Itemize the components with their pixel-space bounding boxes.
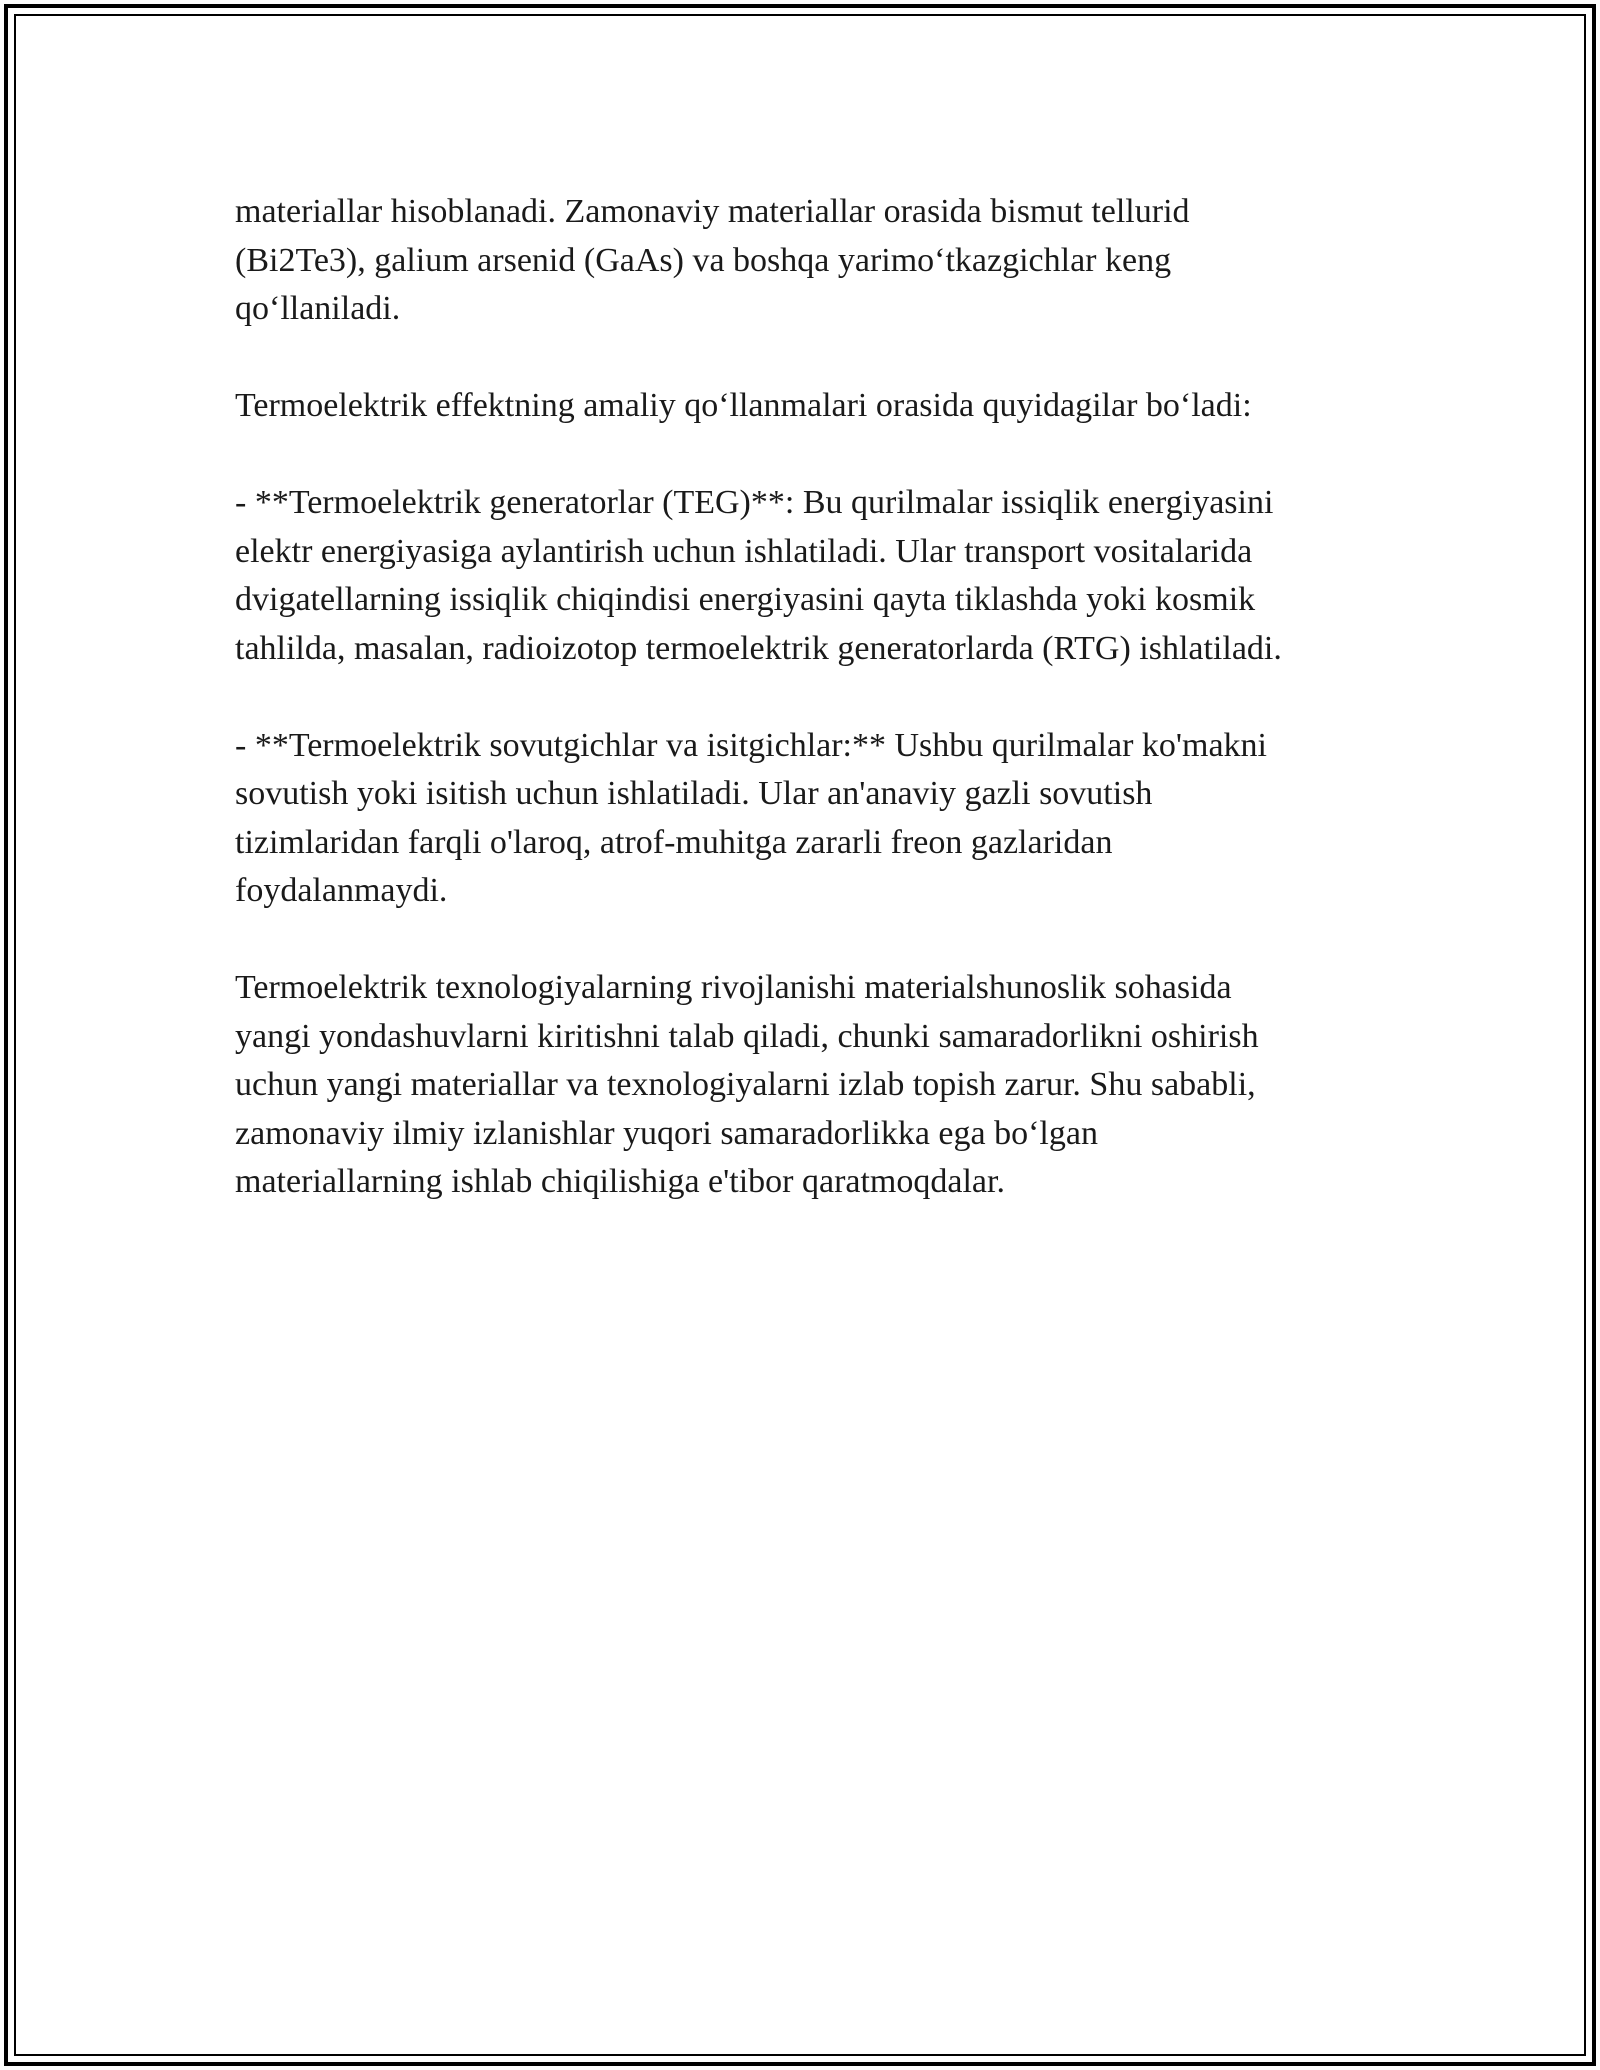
paragraph-applications-intro: Termoelektrik effektning amaliy qo‘llanmalari orasida quyidagilar bo‘ladi:: [235, 387, 1252, 424]
paragraph-development: Termoelektrik texnologiyalarning rivojlanishi materialshunoslik sohasida yangi yondashuvlarni kiritishni talab qiladi, chunki samaradorlikni oshirish uchun yangi materiallar va texnologiyalarni izlab topish zarur. Shu sababli, zamonaviy ilmiy izlanishlar yuqori samaradorlikka ega bo‘lgan materiallarning ishlab chiqilishiga e'tibor qaratmoqdalar.: [235, 969, 1259, 1200]
document-body: [235, 188, 1385, 1207]
paragraph-teg: - **Termoelektrik generatorlar (TEG)**: Bu qurilmalar issiqlik energiyasini elektr energiyasiga aylantirish uchun ishlatiladi. Ular transport vositalarida dvigatellarning issiqlik chiqindisi energiyasini qayta tiklashda yoki kosmik tahlilda, masalan, radioizotop termoelektrik generatorlarda (RTG) ishlatiladi.: [235, 484, 1282, 667]
paragraph-materials: materiallar hisoblanadi. Zamonaviy materiallar orasida bismut tellurid (Bi2Te3), galium arsenid (GaAs) va boshqa yarimo‘tkazgichlar keng qo‘llaniladi.: [235, 193, 1190, 327]
paragraph-coolers-heaters: - **Termoelektrik sovutgichlar va isitgichlar:** Ushbu qurilmalar ko'makni sovutish yoki isitish uchun ishlatiladi. Ular an'anaviy gazli sovutish tizimlaridan farqli o'laroq, atrof-muhitga zararli freon gazlaridan foydalanmaydi.: [235, 726, 1268, 909]
